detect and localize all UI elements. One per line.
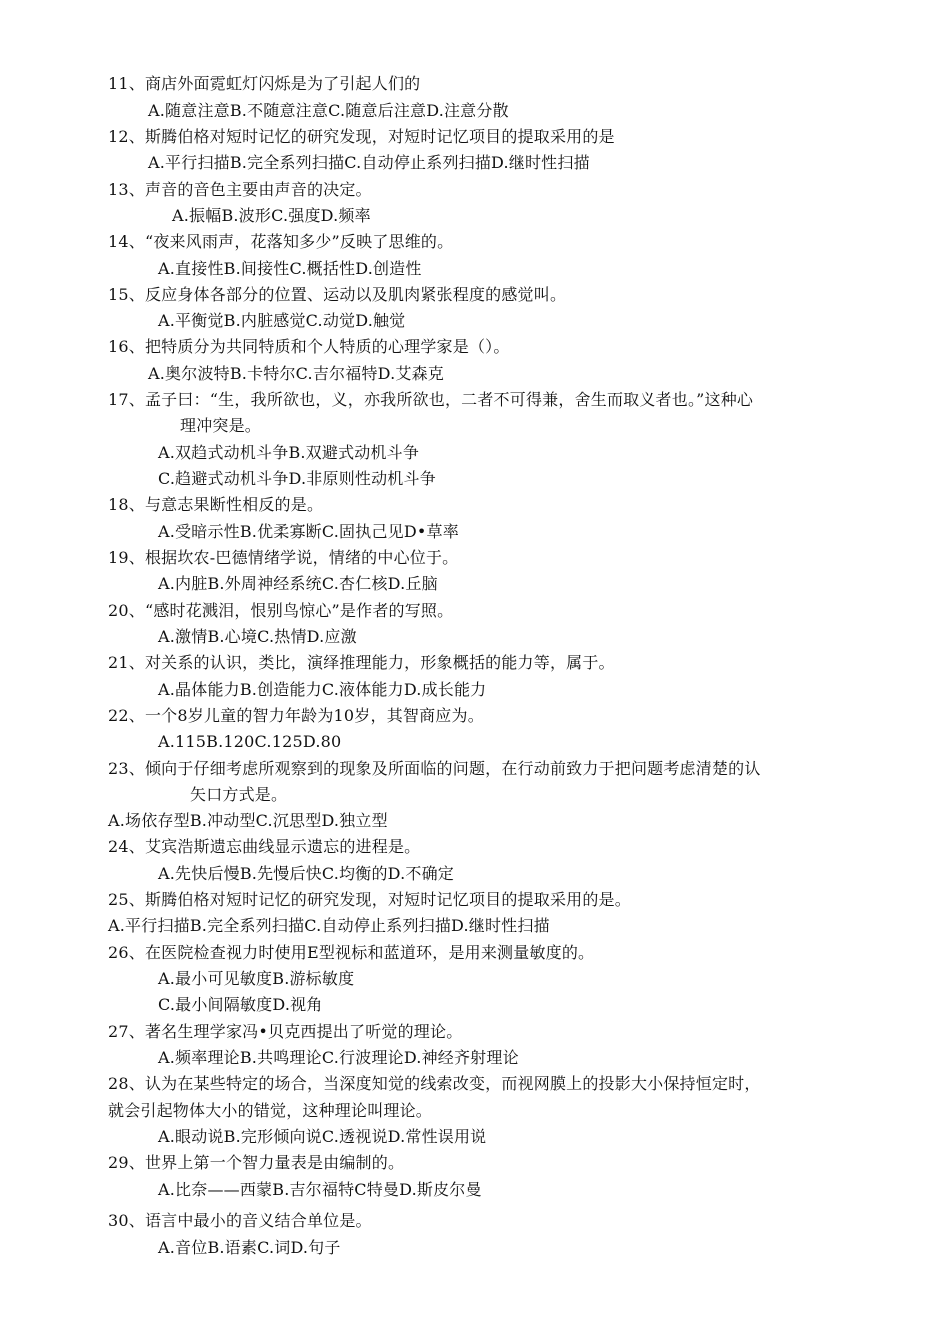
question-12-options: A.平行扫描B.完全系列扫描C.自动停止系列扫描D.继时性扫描 [148,153,590,172]
question-15-options: A.平衡觉B.内脏感觉C.动觉D.触觉 [158,311,406,330]
question-30: 30、语言中最小的音义结合单位是。 [108,1211,372,1230]
question-27: 27、著名生理学家冯•贝克西提出了听觉的理论。 [108,1022,463,1041]
question-22-options: A.115B.120C.125D.80 [158,732,342,751]
question-17: 17、孟子曰：“生，我所欲也，义，亦我所欲也，二者不可得兼，舍生而取义者也。”这种心 [108,390,754,409]
question-14-options: A.直接性B.间接性C.概括性D.创造性 [158,259,422,278]
question-26-options-ab: A.最小可见敏度B.游标敏度 [158,969,355,988]
question-26: 26、在医院检查视力时使用E型视标和蓝道环，是用来测量敏度的。 [108,943,595,962]
question-17-options-cd: C.趋避式动机斗争D.非原则性动机斗争 [158,469,436,488]
question-11-options: A.随意注意B.不随意注意C.随意后注意D.注意分散 [148,101,509,120]
question-11: 11、商店外面霓虹灯闪烁是为了引起人们的 [108,74,421,93]
question-25-options: A.平行扫描B.完全系列扫描C.自动停止系列扫描D.继时性扫描 [108,916,550,935]
question-17-continued: 理冲突是。 [180,416,262,435]
question-20: 20、“感时花溅泪，恨别鸟惊心”是作者的写照。 [108,601,454,620]
question-27-options: A.频率理论B.共鸣理论C.行波理论D.神经齐射理论 [158,1048,519,1067]
question-21: 21、对关系的认识，类比，演绎推理能力，形象概括的能力等，属于。 [108,653,615,672]
question-18-options: A.受暗示性B.优柔寡断C.固执己见D•草率 [158,522,459,541]
question-28: 28、认为在某些特定的场合，当深度知觉的线索改变，而视网膜上的投影大小保持恒定时， [108,1074,761,1093]
question-24: 24、艾宾浩斯遗忘曲线显示遗忘的进程是。 [108,837,421,856]
question-12: 12、斯腾伯格对短时记忆的研究发现，对短时记忆项目的提取采用的是 [108,127,615,146]
question-23: 23、倾向于仔细考虑所观察到的现象及所面临的问题，在行动前致力于把问题考虑清楚的认 [108,759,761,778]
question-16-options: A.奥尔波特B.卡特尔C.吉尔福特D.艾森克 [148,364,444,383]
question-25: 25、斯腾伯格对短时记忆的研究发现，对短时记忆项目的提取采用的是。 [108,890,631,909]
question-18: 18、与意志果断性相反的是。 [108,495,324,514]
question-21-options: A.晶体能力B.创造能力C.液体能力D.成长能力 [158,680,487,699]
question-29: 29、世界上第一个智力量表是由编制的。 [108,1153,405,1172]
question-22: 22、一个8岁儿童的智力年龄为10岁，其智商应为。 [108,706,484,725]
question-16: 16、把特质分为共同特质和个人特质的心理学家是（）。 [108,337,510,356]
question-17-options-ab: A.双趋式动机斗争B.双避式动机斗争 [158,443,420,462]
question-28-continued: 就会引起物体大小的错觉，这种理论叫理论。 [108,1101,433,1120]
question-15: 15、反应身体各部分的位置、运动以及肌肉紧张程度的感觉叫。 [108,285,567,304]
question-20-options: A.激情B.心境C.热情D.应激 [158,627,357,646]
question-29-options: A.比奈——西蒙B.吉尔福特C特曼D.斯皮尔曼 [158,1180,482,1199]
question-13: 13、声音的音色主要由声音的决定。 [108,180,372,199]
question-19: 19、根据坎农-巴德情绪学说，情绪的中心位于。 [108,548,459,567]
question-23-continued: 矢口方式是。 [190,785,288,804]
question-13-options: A.振幅B.波形C.强度D.频率 [172,206,371,225]
question-19-options: A.内脏B.外周神经系统C.杏仁核D.丘脑 [158,574,438,593]
question-23-options: A.场依存型B.冲动型C.沉思型D.独立型 [108,811,388,830]
question-24-options: A.先快后慢B.先慢后快C.均衡的D.不确定 [158,864,454,883]
question-26-options-cd: C.最小间隔敏度D.视角 [158,995,323,1014]
question-28-options: A.眼动说B.完形倾向说C.透视说D.常性误用说 [158,1127,487,1146]
question-14: 14、“夜来风雨声，花落知多少”反映了思维的。 [108,232,454,251]
question-30-options: A.音位B.语素C.词D.句子 [158,1238,341,1257]
